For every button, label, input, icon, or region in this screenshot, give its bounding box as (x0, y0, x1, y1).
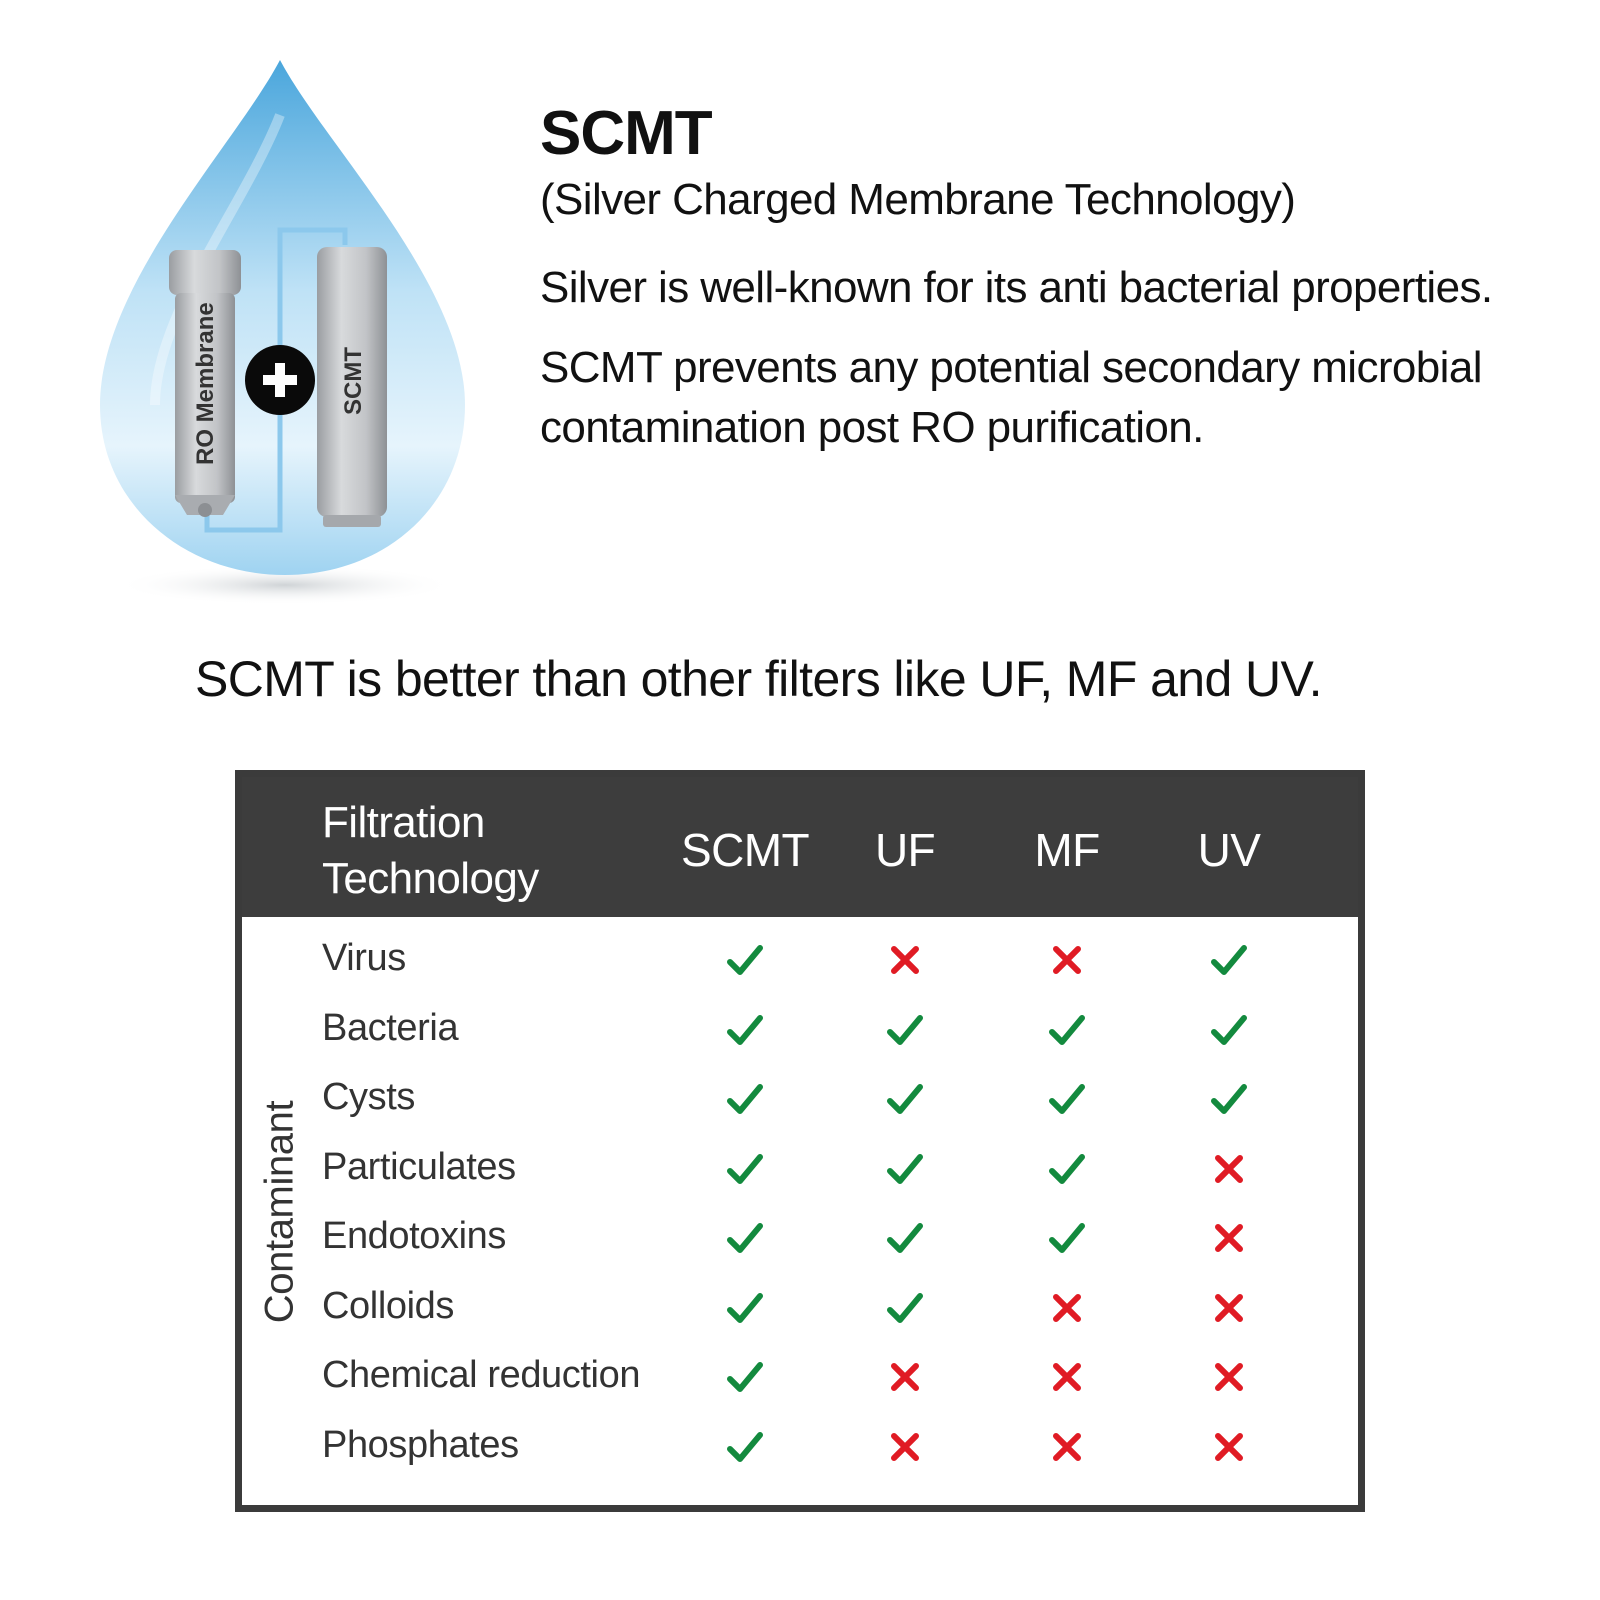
comparison-table (235, 770, 1365, 1512)
check-icon (987, 1074, 1147, 1124)
check-icon (665, 1074, 825, 1124)
contaminant-label: Cysts (322, 1076, 416, 1118)
intro-section (540, 96, 1560, 458)
check-icon (1149, 935, 1309, 985)
table-row (242, 927, 1358, 997)
contaminant-label: Virus (322, 937, 406, 979)
check-icon (665, 935, 825, 985)
check-icon (665, 1352, 825, 1402)
header-col-uf: UF (874, 824, 936, 876)
cross-icon (987, 1283, 1147, 1333)
intro-paragraph-2: SCMT prevents any potential secondary microbial contamination post RO purification. (540, 343, 1482, 452)
table-row (242, 997, 1358, 1067)
cross-icon (825, 1422, 985, 1472)
filter-diagram (95, 55, 475, 615)
product-subtitle: (Silver Charged Membrane Technology) (540, 175, 1296, 224)
comparison-headline: SCMT is better than other filters like UF, MF and UV. (195, 651, 1322, 707)
intro-paragraph-1: Silver is well-known for its anti bacterial properties. (540, 263, 1493, 312)
cross-icon (987, 1422, 1147, 1472)
check-icon (825, 1283, 985, 1333)
svg-text:SCMT: SCMT (340, 347, 367, 415)
table-row (242, 1344, 1358, 1414)
contaminant-label: Colloids (322, 1284, 454, 1327)
check-icon (987, 1144, 1147, 1194)
check-icon (825, 1074, 985, 1124)
cross-icon (825, 1352, 985, 1402)
contaminant-label-text: Contaminant (257, 1100, 302, 1324)
header-col-mf: MF (1034, 824, 1100, 876)
table-row (242, 1275, 1358, 1345)
check-icon (1149, 1074, 1309, 1124)
table-row (242, 1066, 1358, 1136)
cross-icon (987, 935, 1147, 985)
check-icon (1149, 1005, 1309, 1055)
check-icon (987, 1213, 1147, 1263)
check-icon (665, 1422, 825, 1472)
ro-membrane-filter (169, 250, 241, 517)
water-drop-illustration (95, 55, 475, 615)
cross-icon (987, 1352, 1147, 1402)
check-icon (825, 1005, 985, 1055)
cross-icon (1149, 1213, 1309, 1263)
check-icon (987, 1005, 1147, 1055)
table-row (242, 1205, 1358, 1275)
cross-icon (1149, 1422, 1309, 1472)
plus-icon (245, 345, 315, 415)
check-icon (825, 1144, 985, 1194)
table-row (242, 1414, 1358, 1484)
header-first-label: Filtration Technology (322, 798, 539, 903)
check-icon (665, 1005, 825, 1055)
check-icon (825, 1213, 985, 1263)
contaminant-label: Bacteria (322, 1006, 459, 1049)
table-row (242, 1136, 1358, 1206)
table-header (242, 777, 1358, 917)
check-icon (665, 1213, 825, 1263)
check-icon (665, 1283, 825, 1333)
scmt-filter (317, 247, 387, 527)
contaminant-label: Chemical reduction (322, 1354, 641, 1396)
cross-icon (825, 935, 985, 985)
contaminant-label: Endotoxins (322, 1215, 507, 1257)
contaminant-label: Phosphates (322, 1423, 519, 1466)
contaminant-label: Particulates (322, 1145, 516, 1188)
cross-icon (1149, 1283, 1309, 1333)
check-icon (665, 1144, 825, 1194)
header-filtration-technology (322, 795, 582, 907)
cross-icon (1149, 1352, 1309, 1402)
header-col-scmt: SCMT (681, 824, 809, 876)
product-title: SCMT (540, 99, 712, 168)
cross-icon (1149, 1144, 1309, 1194)
header-col-uv: UV (1197, 824, 1261, 876)
svg-text:RO Membrane: RO Membrane (192, 302, 219, 465)
